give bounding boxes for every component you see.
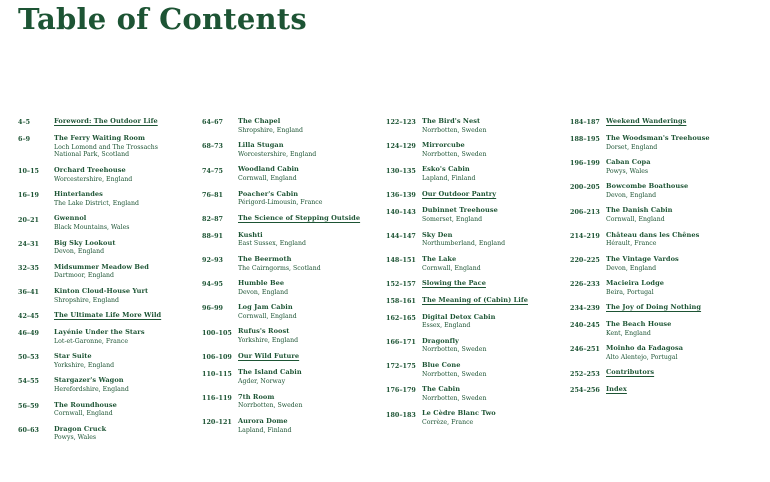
- entry-page-range: 124–129: [386, 142, 416, 151]
- entry-location: Yorkshire, England: [54, 361, 115, 369]
- entry-info: [54, 329, 196, 346]
- contents-section-entry[interactable]: [18, 312, 196, 321]
- contents-entry[interactable]: [18, 264, 196, 281]
- contents-entry[interactable]: [202, 118, 380, 135]
- entry-title[interactable]: The Science of Stepping Outside: [238, 213, 361, 222]
- entry-title[interactable]: The Meaning of (Cabin) Life: [422, 295, 528, 304]
- contents-entry[interactable]: [386, 142, 564, 159]
- entry-title[interactable]: Sky Den: [422, 230, 453, 239]
- entry-location: Alto Alentejo, Portugal: [606, 353, 678, 361]
- entry-location: Devon, England: [606, 264, 657, 272]
- entry-title[interactable]: The Vintage Vardos: [606, 254, 679, 263]
- entry-page-range: 54–55: [18, 377, 39, 386]
- contents-entry[interactable]: [202, 142, 380, 159]
- entry-page-range: 4–5: [18, 118, 31, 127]
- contents-entry[interactable]: [202, 191, 380, 208]
- contents-entry[interactable]: [570, 256, 748, 273]
- contents-entry[interactable]: [202, 280, 380, 297]
- entry-page-range: 184–187: [570, 118, 600, 127]
- entry-page-range: 76–81: [202, 190, 223, 199]
- entry-info: [422, 338, 564, 355]
- contents-section-entry[interactable]: [202, 215, 380, 224]
- entry-location: Agder, Norway: [238, 378, 286, 386]
- entry-info: [606, 207, 748, 224]
- entry-info: [238, 369, 380, 386]
- entry-page-range: 166–171: [386, 337, 416, 346]
- entry-title[interactable]: Moinho da Fadagosa: [606, 344, 684, 353]
- entry-info: [606, 386, 748, 395]
- entry-info: [422, 410, 564, 427]
- entry-title[interactable]: Stargazer's Wagon: [54, 376, 124, 385]
- contents-entry[interactable]: [386, 256, 564, 273]
- entry-page-range: 180–183: [386, 410, 416, 419]
- contents-entry[interactable]: [18, 377, 196, 394]
- entry-page-range: 254–256: [570, 386, 600, 395]
- entry-location: Lapland, Finland: [422, 175, 476, 183]
- entry-title[interactable]: The Cabin: [422, 385, 461, 394]
- entry-title[interactable]: Esko's Cabin: [422, 165, 470, 174]
- entry-page-range: 96–99: [202, 304, 223, 313]
- entry-location: Worcestershire, England: [54, 175, 133, 183]
- entry-info: [422, 280, 564, 289]
- entry-location: Norrbotten, Sweden: [422, 394, 487, 402]
- entry-title[interactable]: Our Wild Future: [238, 351, 300, 360]
- entry-page-range: 188–195: [570, 134, 600, 143]
- entry-title[interactable]: The Woodsman's Treehouse: [606, 133, 710, 142]
- entry-title[interactable]: Dubinnet Treehouse: [422, 206, 498, 215]
- entry-page-range: 246–251: [570, 345, 600, 354]
- entry-info: [238, 418, 380, 435]
- contents-entry[interactable]: [18, 167, 196, 184]
- entry-location: The Cairngorms, Scotland: [238, 264, 321, 272]
- contents-entry[interactable]: [386, 386, 564, 403]
- entry-info: [422, 314, 564, 331]
- entry-location: Kent, England: [606, 329, 651, 337]
- entry-info: [54, 402, 196, 419]
- entry-page-range: 200–205: [570, 183, 600, 192]
- entry-title[interactable]: 7th Room: [238, 392, 275, 401]
- entry-info: [422, 118, 564, 135]
- entry-page-range: 82–87: [202, 215, 223, 223]
- entry-page-range: 122–123: [386, 118, 416, 127]
- entry-title[interactable]: The Joy of Doing Nothing: [606, 303, 702, 312]
- entry-page-range: 42–45: [18, 312, 39, 321]
- contents-column: [386, 118, 570, 450]
- entry-title[interactable]: Weekend Wanderings: [606, 117, 687, 125]
- entry-title[interactable]: Kinton Cloud-House Yurt: [54, 286, 149, 295]
- entry-location: Cornwall, England: [238, 312, 297, 320]
- entry-title[interactable]: Dragon Cruck: [54, 424, 107, 433]
- entry-title[interactable]: The Danish Cabin: [606, 206, 673, 215]
- contents-entry[interactable]: [18, 426, 196, 443]
- entry-info: [238, 191, 380, 208]
- entry-title[interactable]: Macieira Lodge: [606, 278, 664, 287]
- entry-page-range: 50–53: [18, 353, 39, 362]
- entry-location: Powys, Wales: [606, 167, 649, 175]
- contents-section-entry[interactable]: [386, 191, 564, 200]
- entry-title[interactable]: Humble Bee: [238, 278, 285, 287]
- entry-page-range: 88–91: [202, 231, 223, 240]
- entry-info: [422, 256, 564, 273]
- entry-location: Corrèze, France: [422, 419, 474, 427]
- entry-page-range: 176–179: [386, 386, 416, 395]
- contents-entry[interactable]: [570, 345, 748, 362]
- entry-location: East Sussex, England: [238, 240, 306, 248]
- entry-info: [238, 280, 380, 297]
- entry-location: Norrbotten, Sweden: [422, 150, 487, 158]
- contents-entry[interactable]: [386, 410, 564, 427]
- entry-page-range: 74–75: [202, 166, 223, 175]
- entry-location: Devon, England: [54, 248, 105, 256]
- entry-location: Cornwall, England: [422, 264, 481, 272]
- entry-page-range: 206–213: [570, 207, 600, 216]
- entry-page-range: 6–9: [18, 134, 31, 143]
- entry-info: [606, 280, 748, 297]
- entry-info: [422, 386, 564, 403]
- entry-title[interactable]: Digital Detox Cabin: [422, 312, 496, 321]
- entry-title[interactable]: Layénie Under the Stars: [54, 327, 145, 336]
- entry-page-range: 148–151: [386, 255, 416, 264]
- entry-title[interactable]: The Beach House: [606, 319, 672, 328]
- entry-title[interactable]: The Island Cabin: [238, 368, 302, 377]
- entry-page-range: 24–31: [18, 239, 39, 248]
- contents-columns: [18, 118, 754, 450]
- entry-title[interactable]: Orchard Treehouse: [54, 165, 126, 174]
- entry-title[interactable]: Slowing the Pace: [422, 278, 486, 287]
- entry-location: Dorset, England: [606, 143, 658, 151]
- entry-info: [606, 345, 748, 362]
- entry-title[interactable]: Lilla Stugan: [238, 141, 284, 150]
- entry-info: [54, 191, 196, 208]
- entry-info: [606, 135, 748, 152]
- contents-section-entry[interactable]: [202, 353, 380, 362]
- contents-column: [202, 118, 386, 450]
- entry-location: Herefordshire, England: [54, 386, 129, 394]
- contents-entry[interactable]: [18, 240, 196, 257]
- entry-info: [238, 353, 380, 362]
- entry-title[interactable]: Star Suite: [54, 352, 92, 361]
- entry-info: [606, 369, 748, 378]
- entry-title[interactable]: Gwennol: [54, 214, 87, 223]
- entry-page-range: 234–239: [570, 304, 600, 313]
- entry-page-range: 94–95: [202, 280, 223, 289]
- entry-title[interactable]: Index: [606, 385, 627, 394]
- entry-location: Loch Lomond and The Trossachs National Park, Scotland: [54, 143, 158, 159]
- entry-page-range: 214–219: [570, 231, 600, 240]
- entry-info: [54, 426, 196, 443]
- contents-entry[interactable]: [18, 215, 196, 232]
- entry-page-range: 100–105: [202, 328, 232, 337]
- entry-location: Dartmoor, England: [54, 272, 115, 280]
- entry-page-range: 64–67: [202, 118, 223, 127]
- entry-title[interactable]: Hinterlandes: [54, 190, 103, 199]
- entry-title[interactable]: Caban Copa: [606, 157, 651, 166]
- entry-location: Devon, England: [606, 191, 657, 199]
- entry-page-range: 16–19: [18, 191, 39, 200]
- entry-page-range: 46–49: [18, 329, 39, 338]
- entry-location: Worcestershire, England: [238, 150, 317, 158]
- entry-info: [238, 142, 380, 159]
- entry-info: [606, 256, 748, 273]
- contents-entry[interactable]: [202, 369, 380, 386]
- entry-page-range: 144–147: [386, 231, 416, 240]
- entry-info: [606, 304, 748, 313]
- contents-section-entry[interactable]: [386, 297, 564, 306]
- contents-entry[interactable]: [570, 183, 748, 200]
- entry-page-range: 140–143: [386, 207, 416, 216]
- entry-page-range: 56–59: [18, 401, 39, 410]
- contents-entry[interactable]: [202, 328, 380, 345]
- contents-entry[interactable]: [18, 402, 196, 419]
- contents-entry[interactable]: [202, 256, 380, 273]
- entry-info: [54, 264, 196, 281]
- contents-entry[interactable]: [386, 232, 564, 249]
- entry-title[interactable]: Midsummer Meadow Bed: [54, 262, 149, 271]
- entry-title[interactable]: Poacher's Cabin: [238, 189, 299, 198]
- entry-page-range: 226–233: [570, 280, 600, 289]
- contents-entry[interactable]: [386, 362, 564, 379]
- contents-entry[interactable]: [386, 207, 564, 224]
- entry-info: [606, 183, 748, 200]
- entry-title[interactable]: The Chapel: [238, 117, 281, 125]
- entry-info: [606, 232, 748, 249]
- entry-title[interactable]: Château dans les Chênes: [606, 230, 700, 239]
- entry-info: [238, 256, 380, 273]
- contents-entry[interactable]: [386, 166, 564, 183]
- entry-info: [606, 321, 748, 338]
- contents-column: [570, 118, 754, 450]
- entry-info: [238, 394, 380, 411]
- contents-section-entry[interactable]: [18, 118, 196, 127]
- entry-info: [422, 207, 564, 224]
- entry-page-range: 240–245: [570, 321, 600, 330]
- entry-info: [238, 118, 380, 135]
- entry-page-range: 20–21: [18, 215, 39, 224]
- entry-page-range: 10–15: [18, 167, 39, 176]
- entry-info: [422, 297, 564, 306]
- entry-info: [54, 288, 196, 305]
- entry-location: Lot-et-Garonne, France: [54, 337, 129, 345]
- entry-location: Powys, Wales: [54, 434, 97, 442]
- contents-entry[interactable]: [18, 288, 196, 305]
- entry-info: [54, 377, 196, 394]
- contents-section-entry[interactable]: [386, 280, 564, 289]
- contents-column: [18, 118, 202, 450]
- contents-entry[interactable]: [18, 329, 196, 346]
- entry-page-range: 252–253: [570, 369, 600, 378]
- entry-location: Beira, Portugal: [606, 288, 654, 296]
- entry-page-range: 36–41: [18, 288, 39, 297]
- entry-title[interactable]: Blue Cone: [422, 360, 461, 369]
- entry-page-range: 136–139: [386, 190, 416, 199]
- contents-entry[interactable]: [202, 166, 380, 183]
- contents-entry[interactable]: [570, 207, 748, 224]
- entry-location: Essex, England: [422, 322, 471, 330]
- entry-location: Norrbotten, Sweden: [422, 346, 487, 354]
- contents-entry[interactable]: [202, 394, 380, 411]
- entry-location: Shropshire, England: [238, 126, 304, 134]
- contents-entry[interactable]: [202, 304, 380, 321]
- entry-title[interactable]: Big Sky Lookout: [54, 238, 116, 247]
- entry-location: Lapland, Finland: [238, 426, 292, 434]
- contents-entry[interactable]: [570, 159, 748, 176]
- entry-title[interactable]: The Ferry Waiting Room: [54, 133, 145, 142]
- contents-section-entry[interactable]: [570, 118, 748, 127]
- contents-entry[interactable]: [386, 118, 564, 135]
- entry-info: [238, 215, 380, 224]
- contents-entry[interactable]: [202, 232, 380, 249]
- entry-location: Yorkshire, England: [238, 337, 299, 345]
- contents-entry[interactable]: [202, 418, 380, 435]
- entry-page-range: 92–93: [202, 255, 223, 264]
- entry-info: [422, 191, 564, 200]
- entry-title[interactable]: Le Cèdre Blanc Two: [422, 409, 496, 418]
- entry-info: [238, 328, 380, 345]
- entry-location: Hérault, France: [606, 240, 657, 248]
- entry-info: [54, 240, 196, 257]
- entry-info: [54, 353, 196, 370]
- entry-info: [422, 362, 564, 379]
- entry-info: [54, 215, 196, 232]
- entry-location: Black Mountains, Wales: [54, 224, 130, 232]
- contents-entry[interactable]: [570, 321, 748, 338]
- contents-entry[interactable]: [386, 314, 564, 331]
- entry-title[interactable]: Aurora Dome: [238, 416, 288, 425]
- entry-info: [238, 232, 380, 249]
- entry-page-range: 152–157: [386, 280, 416, 289]
- entry-title[interactable]: Foreword: The Outdoor Life: [54, 117, 158, 125]
- contents-entry[interactable]: [570, 232, 748, 249]
- entry-page-range: 116–119: [202, 393, 232, 402]
- entry-info: [238, 166, 380, 183]
- entry-page-range: 196–199: [570, 159, 600, 168]
- entry-location: Cornwall, England: [606, 216, 665, 224]
- entry-title[interactable]: Kushti: [238, 230, 263, 239]
- entry-location: Cornwall, England: [238, 175, 297, 183]
- entry-page-range: 162–165: [386, 313, 416, 322]
- entry-title[interactable]: The Ultimate Life More Wild: [54, 311, 162, 320]
- entry-location: Somerset, England: [422, 216, 483, 224]
- entry-page-range: 172–175: [386, 362, 416, 371]
- contents-entry[interactable]: [18, 353, 196, 370]
- entry-title[interactable]: Contributors: [606, 368, 655, 377]
- entry-info: [54, 167, 196, 184]
- entry-location: Devon, England: [238, 288, 289, 296]
- contents-section-entry[interactable]: [570, 369, 748, 378]
- entry-page-range: 158–161: [386, 296, 416, 305]
- entry-location: Norrbotten, Sweden: [422, 126, 487, 134]
- contents-entry[interactable]: [18, 135, 196, 160]
- entry-location: Northumberland, England: [422, 240, 506, 248]
- entry-info: [54, 312, 196, 321]
- entry-title[interactable]: Our Outdoor Pantry: [422, 189, 497, 198]
- entry-title[interactable]: The Beermoth: [238, 254, 292, 263]
- entry-page-range: 68–73: [202, 142, 223, 151]
- entry-info: [422, 166, 564, 183]
- entry-location: Norrbotten, Sweden: [422, 370, 487, 378]
- contents-entry[interactable]: [570, 135, 748, 152]
- entry-location: Périgord-Limousin, France: [238, 199, 323, 207]
- contents-section-entry[interactable]: [570, 304, 748, 313]
- contents-entry[interactable]: [570, 280, 748, 297]
- entry-info: [606, 118, 748, 127]
- entry-page-range: 110–115: [202, 369, 232, 378]
- contents-entry[interactable]: [18, 191, 196, 208]
- contents-entry[interactable]: [386, 338, 564, 355]
- entry-title[interactable]: Bowcombe Boathouse: [606, 182, 689, 191]
- entry-info: [54, 118, 196, 127]
- entry-info: [606, 159, 748, 176]
- entry-page-range: 220–225: [570, 255, 600, 264]
- contents-section-entry[interactable]: [570, 386, 748, 395]
- entry-location: Cornwall, England: [54, 410, 113, 418]
- entry-page-range: 120–121: [202, 417, 232, 426]
- entry-page-range: 32–35: [18, 263, 39, 272]
- entry-title[interactable]: The Roundhouse: [54, 400, 117, 409]
- entry-info: [422, 232, 564, 249]
- entry-page-range: 130–135: [386, 166, 416, 175]
- entry-info: [54, 135, 196, 160]
- entry-info: [238, 304, 380, 321]
- entry-title[interactable]: Rufus's Roost: [238, 327, 290, 336]
- entry-title[interactable]: The Lake: [422, 254, 457, 263]
- entry-title[interactable]: Log Jam Cabin: [238, 303, 293, 312]
- entry-title[interactable]: Mirrorcube: [422, 141, 465, 150]
- entry-page-range: 60–63: [18, 425, 39, 434]
- entry-title[interactable]: The Bird's Nest: [422, 117, 481, 125]
- entry-location: Norrbotten, Sweden: [238, 402, 303, 410]
- entry-page-range: 106–109: [202, 352, 232, 361]
- entry-location: Shropshire, England: [54, 296, 120, 304]
- entry-location: The Lake District, England: [54, 199, 139, 207]
- entry-title[interactable]: Woodland Cabin: [238, 165, 299, 174]
- page-title: Table of Contents: [18, 2, 307, 36]
- entry-info: [422, 142, 564, 159]
- entry-title[interactable]: Dragonfly: [422, 336, 459, 345]
